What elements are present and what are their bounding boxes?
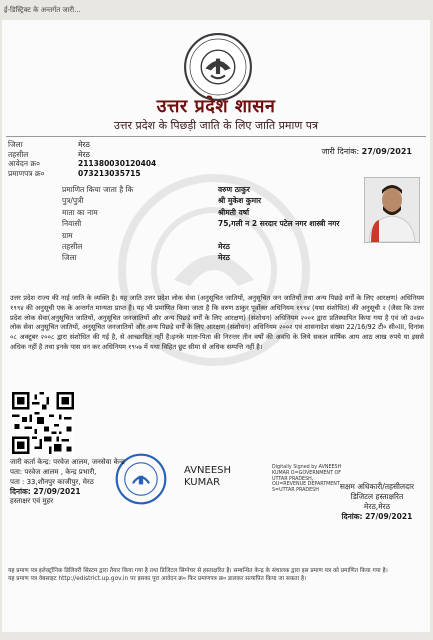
meta-label-application-no: आवेदन क्र० [8,159,41,168]
signature-details: Digitally Signed by AVNEESH KUMAR O=GOVERNMENT OF UTTAR PRADESH, OU=REVENUE DEPARTMENT, S=UTTAR PRADESH [272,465,342,494]
meta-block [8,140,156,178]
detail-label: निवासी [62,219,82,229]
meta-label-district: जिला [8,140,23,149]
detail-label: तहसील [62,242,83,252]
authority-date: दिनांक: 27/09/2021 [341,512,413,521]
meta-value-district: मेरठ [78,140,90,149]
issuer-name: पता: परवेज आलम , केन्द्र प्रभारी, [10,467,97,476]
applicant-name: वरुण ठाकुर [218,185,250,194]
detail-district: मेरठ [218,253,230,263]
issuer-date: दिनांक: 27/09/2021 [10,487,81,497]
meta-row [8,140,156,150]
mother-name: श्रीमती वर्षा [218,207,250,217]
meta-row [8,150,156,160]
authority-location: मेरठ,मेरठ [363,502,391,511]
footer-note [8,568,424,583]
father-name: श्री मुकेश कुमार [218,196,262,206]
issuing-centre: जारी कर्ता केन्द्र: परवेज आलम, जनसेवा केन्द्र [10,458,125,466]
certificate-paper [2,20,430,632]
meta-value-application-no: 211380030120404 [78,159,157,168]
signer-name-line2: KUMAR [184,477,221,488]
detail-label: पुत्र/पुत्री [62,196,84,206]
header-divider [6,136,426,137]
detail-tehsil: मेरठ [218,242,230,252]
meta-value-tehsil: मेरठ [78,149,90,159]
meta-row [8,159,156,169]
address: 75,गली न 2 सरदार पटेल नगर शास्त्री नगर [218,219,340,229]
applicant-photo [364,177,420,243]
detail-label: ग्राम [62,230,73,240]
authority-block [327,482,427,522]
issuing-centre-block [10,458,125,507]
applicant-details [62,184,382,264]
detail-label: माता का नाम [62,207,98,217]
meta-label-certificate-no: प्रमाणपत्र क्र० [8,168,45,178]
issue-date-value: 27/09/2021 [361,147,412,156]
detail-row [62,230,382,241]
meta-value-certificate-no: 073213035715 [78,168,141,178]
detail-row [62,207,382,218]
detail-label: जिला [62,253,77,263]
issue-date [322,146,413,157]
detail-row [62,241,382,252]
detail-row [62,195,382,206]
qr-code [12,392,74,454]
detail-row [62,218,382,229]
footer-line-2: यह प्रमाण पत्र वेबसाइट http://edistrict.up.gov.in पर इसका पूरा आवेदन क्र० फिर प्रमाणपत्र क्र० डालकर सत्यापित किया जा सकता है। [8,575,307,582]
signature-and-seal-label: हस्ताक्षर एवं मुहर [10,497,54,506]
issue-date-label: जारी दिनांक: [321,147,360,156]
authority-title: सक्षम अधिकारी/तहसीलदार [339,482,415,491]
certificate-body: उत्तर प्रदेश राज्य की नाई जाति के व्यक्ति है। यह जाति उत्तर प्रदेश लोक सेवा (अनुसूचित जातियों, अनुसूचित जन जातियों तथा अन्य पिछड़े वर्गों के लिए आरक्षण) अधिनियम १९९४ की अनुसूची एक के अन्तर्गत मान्यता प्राप्त है। यह भी प्रमाणित किया जाता है कि वरुण ठाकुर पूर्वोक्त अधिनियम १९९४ (यथा संशोधित) की अनुसूची २ (जैसा कि उत्तर प्रदेश लोक सेवा(अनुसूचित जातियों, अनुसूचित जनजातियों और अन्य पिछड़े वर्गों के लिए आरक्षण) (संशोधन) अधिनियम २००१ द्वारा प्रतिस्थापित किया गया है एवं जो उ०प्र० लोक सेवा अनुसूचित जातियों, अनुसूचित जनजातियों और अन्य पिछड़े वर्गों के लिए आरक्षण (संशोधन) अधिनियम २००२ एवं शासनादेश संख्या 22/16/92 टी० सी०III, दिनांक ०८ अक्टूबर २००८ द्वारा संशोधित की गई है, से आच्छादित नहीं है।इनके माता-पिता की निरन्तर तीन वर्षों की अवधि के लिये सकल वार्षिक आय आठ लाख रुपये या इससे अधिक नहीं है तथा इनके पास धन कर अधिनियम १९५७ में यथा विहित छूट सीमा से अधिक सम्पत्ति नहीं है। [10,294,424,351]
detail-row [62,252,382,263]
meta-label-tehsil: तहसील [8,149,29,159]
up-government-emblem [183,32,253,102]
footer-line-1: यह प्रमाण पत्र इलेक्ट्रॉनिक डिलिवरी सिस्टम द्वारा तैयार किया गया है तथा डिजिटल सिग्नेचर से हस्ताक्षरित है। सम्बन्धित केन्द्र के संचालक द्वारा इस प्रमाण पत्र को प्रमाणित किया गया है। [8,568,388,574]
digital-signature [184,465,342,494]
detail-row [62,184,382,195]
digitally-signed-label: डिजिटल हस्ताक्षरित [350,492,404,501]
certificate-subtitle: उत्तर प्रदेश के पिछड़ी जाति के लिए जाति प्रमाण पत्र [113,119,319,132]
issuer-address: पता : 33,शौनपुर काजीपुर, मेरठ [10,477,94,486]
detail-label: प्रमाणित किया जाता है कि [62,185,134,194]
person-photo-icon [365,178,419,242]
certificate-title: उत्तर प्रदेश शासन [156,96,276,117]
signer-name-line1: AVNEESH [184,465,232,476]
header-note: ई-डिस्ट्रिक्ट के अन्तर्गत जारी... [4,6,81,14]
meta-row [8,169,156,179]
